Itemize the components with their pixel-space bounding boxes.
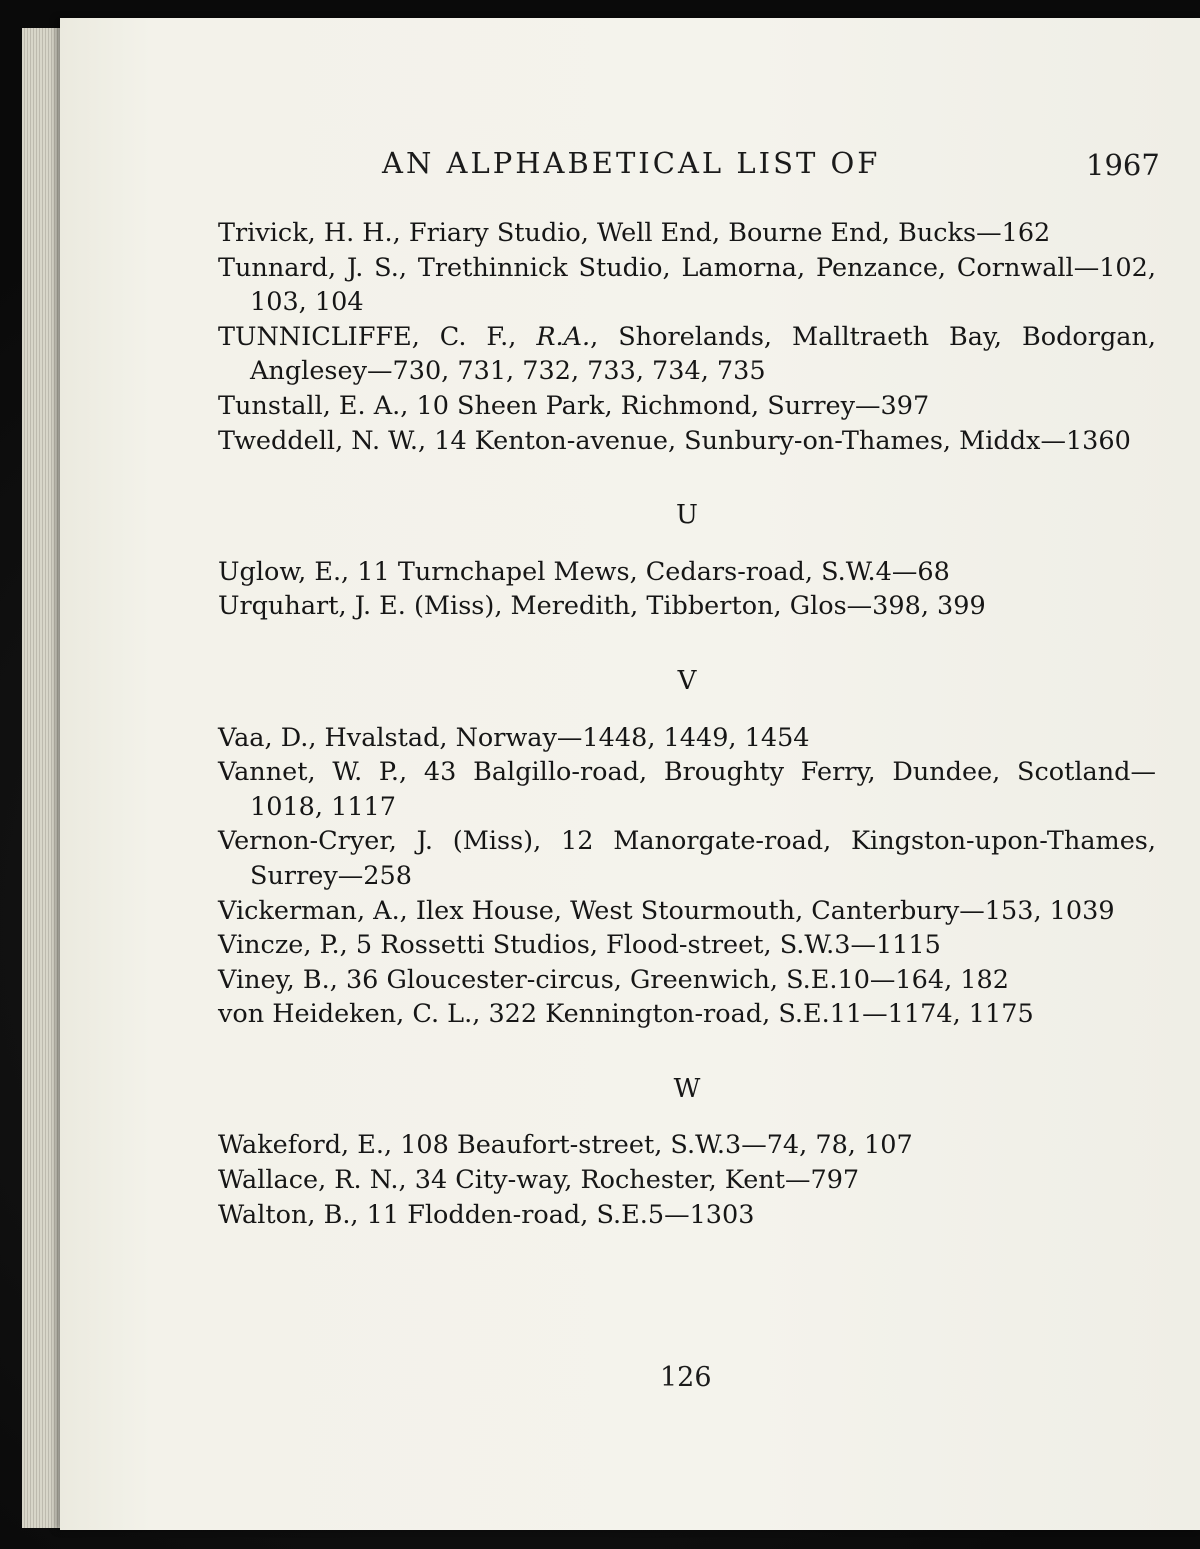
index-entry (218, 589, 1156, 624)
entry-address: 11 Flodden-road, S.E.5 (366, 1199, 665, 1230)
entry-address: Meredith, Tibberton, Glos (510, 591, 847, 622)
page-year: 1967 (1086, 148, 1160, 182)
entry-dash: — (367, 356, 393, 387)
index-entry (218, 755, 1156, 824)
entry-refs: 1448, 1449, 1454 (582, 722, 810, 753)
entry-address: 322 Kennington-road, S.E.11 (488, 999, 863, 1030)
page-number: 126 (660, 1362, 712, 1393)
entry-address: 43 Balgillo-road, Broughty Ferry, Dundee, Scotland (423, 757, 1131, 788)
entry-refs: 74, 78, 107 (766, 1130, 913, 1161)
entry-name: Wallace, R. N., (218, 1165, 415, 1196)
entry-dash: — (976, 218, 1002, 248)
entry-refs: 1360 (1065, 425, 1131, 456)
entry-address: 5 Rossetti Studios, Flood-street, S.W.3 (355, 930, 851, 961)
entry-dash: — (1040, 425, 1066, 456)
entry-name: Uglow, E., (218, 556, 358, 587)
entry-refs: 164, 182 (895, 964, 1009, 995)
entry-refs: 730, 731, 732, 733, 734, 735 (392, 356, 766, 387)
entry-dash: — (784, 1165, 811, 1196)
entry-address: 12 Manorgate-road, Kingston-upon-Thames, Surrey (250, 826, 1156, 891)
entry-name: Trivick, H. H., (218, 218, 409, 248)
entry-name: Wakeford, E., (218, 1130, 401, 1161)
entry-name: Tweddell, N. W., (218, 425, 435, 456)
entry-dash: — (741, 1130, 767, 1161)
entry-name: Vannet, W. P., (218, 757, 424, 788)
index-entries (218, 216, 1156, 1232)
section-letter: V (677, 665, 697, 696)
index-entry (218, 1198, 1156, 1233)
entry-address: 11 Turnchapel Mews, Cedars-road, S.W.4 (357, 556, 892, 587)
entry-name: Urquhart, J. E. (Miss), (218, 591, 511, 622)
index-entry (218, 894, 1156, 929)
index-entry (218, 963, 1156, 998)
entry-refs: 102, 103, 104 (250, 252, 1156, 318)
entry-dash: — (862, 999, 888, 1030)
entry-name: Vernon-Cryer, J. (Miss), (218, 826, 562, 857)
entry-refs: 398, 399 (872, 591, 986, 622)
entry-refs: 1303 (689, 1199, 755, 1230)
entry-refs: 68 (917, 556, 950, 587)
entry-address: Trethinnick Studio, Lamorna, Penzance, Cornwall (417, 252, 1074, 283)
entry-name: Vincze, P., (218, 930, 356, 961)
entry-dash: — (1130, 757, 1156, 788)
index-entry (218, 721, 1156, 756)
entry-refs: 397 (880, 390, 930, 421)
entry-name: Tunstall, E. A., (218, 390, 417, 421)
index-entry (218, 928, 1156, 963)
entry-name: Tunnard, J. S., (218, 252, 418, 283)
index-entry (218, 424, 1156, 459)
index-entry (218, 216, 1156, 251)
entry-dash: — (869, 964, 896, 995)
running-head: AN ALPHABETICAL LIST OF (382, 146, 881, 180)
entry-name: Walton, B., (218, 1199, 367, 1230)
index-entry (218, 1163, 1156, 1198)
entry-refs: 797 (810, 1165, 860, 1196)
entry-dash: — (337, 860, 364, 891)
entry-rank: R.A. (536, 321, 591, 352)
entry-address: Hvalstad, Norway (324, 722, 557, 753)
entry-address: 36 Gloucester-circus, Greenwich, S.E.10 (345, 964, 870, 995)
entry-dash: — (855, 390, 881, 421)
entry-name: Vickerman, A., (218, 895, 416, 926)
section-letter: W (673, 1073, 701, 1104)
entry-dash: — (891, 556, 918, 587)
entry-address: 14 Kenton-avenue, Sunbury-on-Thames, Middx (434, 425, 1041, 456)
entry-refs: 1174, 1175 (887, 999, 1034, 1030)
entry-dash: — (664, 1199, 690, 1230)
entry-name: Viney, B., (218, 964, 346, 995)
index-entry (218, 1128, 1156, 1163)
entry-name: von Heideken, C. L., (218, 999, 489, 1030)
index-entry (218, 320, 1156, 389)
entry-refs: 1018, 1117 (250, 791, 397, 822)
index-entry (218, 824, 1156, 893)
entry-address: 108 Beaufort-street, S.W.3 (400, 1130, 742, 1161)
index-entry (218, 389, 1156, 424)
entry-refs: 162 (1001, 218, 1051, 248)
entry-address: Friary Studio, Well End, Bourne End, Bucks (408, 218, 977, 248)
entry-address: 10 Sheen Park, Richmond, Surrey (416, 390, 856, 421)
entry-refs: 153, 1039 (984, 895, 1115, 926)
entry-address: 34 City-way, Rochester, Kent (414, 1165, 785, 1196)
entry-refs: 1115 (875, 930, 941, 961)
entry-dash: — (1073, 252, 1100, 283)
entry-dash: — (556, 722, 583, 753)
entry-dash: — (959, 895, 985, 926)
entry-dash: — (850, 930, 876, 961)
section-letter: U (676, 500, 698, 531)
entry-address: Ilex House, West Stourmouth, Canterbury (415, 895, 960, 926)
index-entry (218, 555, 1156, 590)
index-entry (218, 251, 1156, 320)
entry-refs: 258 (363, 860, 412, 891)
entry-name: TUNNICLIFFE, C. F., (218, 321, 537, 352)
entry-name: Vaa, D., (218, 722, 325, 753)
index-entry (218, 997, 1156, 1032)
entry-dash: — (846, 591, 873, 622)
entry-address: , Shorelands, Malltraeth Bay, Bodorgan, Anglesey (250, 321, 1156, 387)
